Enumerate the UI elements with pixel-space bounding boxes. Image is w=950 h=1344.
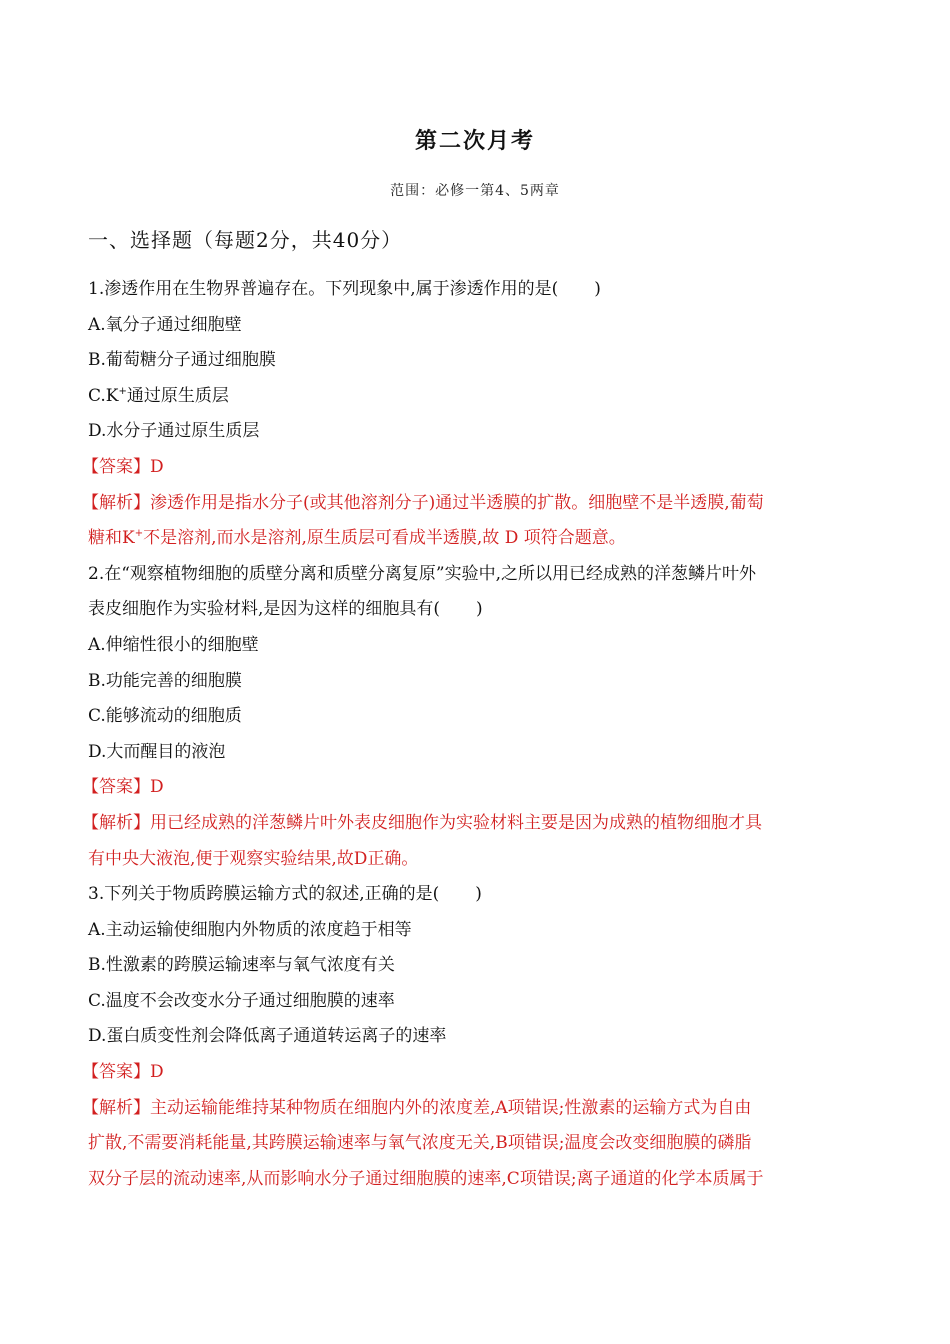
section-heading: 一、选择题（每题2分，共40分）	[88, 228, 403, 252]
question-2-analysis-line-2: 有中央大液泡,便于观察实验结果,故D正确。	[88, 848, 419, 869]
question-1-answer-value: D	[150, 456, 164, 477]
question-3-stem-end: )	[475, 884, 482, 905]
question-3-analysis-line-3: 双分子层的流动速率,从而影响水分子通过细胞膜的速率,C项错误;离子通道的化学本质属于	[88, 1168, 764, 1189]
question-1-option-b: B.葡萄糖分子通过细胞膜	[88, 350, 276, 371]
question-1-option-d: D.水分子通过原生质层	[88, 421, 260, 442]
question-1-option-c-pre: C.K	[88, 385, 119, 406]
question-2-stem-text: 表皮细胞作为实验材料,是因为这样的细胞具有(	[88, 599, 441, 620]
question-2-answer-value: D	[150, 777, 164, 798]
question-3-stem-text: 3.下列关于物质跨膜运输方式的叙述,正确的是(	[88, 884, 440, 905]
question-2-analysis-line-1	[82, 806, 868, 842]
question-3-option-a: A.主动运输使细胞内外物质的浓度趋于相等	[88, 919, 412, 940]
question-3-answer-label: 【答案】	[82, 1062, 150, 1083]
question-2-option-d: D.大而醒目的液泡	[88, 741, 226, 762]
question-1-option-c-sup: +	[118, 385, 127, 397]
question-3-option-c: C.温度不会改变水分子通过细胞膜的速率	[88, 990, 395, 1011]
question-2-option-b: B.功能完善的细胞膜	[88, 670, 242, 691]
question-1-analysis-sup: +	[134, 528, 144, 540]
question-1-answer-label: 【答案】	[82, 456, 150, 477]
question-1-answer	[82, 450, 868, 486]
question-2-analysis-text-1: 用已经成熟的洋葱鳞片叶外表皮细胞作为实验材料主要是因为成熟的植物细胞才具	[150, 812, 762, 833]
question-3-analysis-text-1: 主动运输能维持某种物质在细胞内外的浓度差,A项错误;性激素的运输方式为自由	[150, 1097, 752, 1118]
question-2-stem-line-2	[88, 592, 868, 628]
question-3-analysis-line-1	[82, 1091, 868, 1127]
question-3-option-b: B.性激素的跨膜运输速率与氧气浓度有关	[88, 955, 395, 976]
question-3-analysis-label: 【解析】	[82, 1097, 150, 1118]
question-1-analysis-line-2	[88, 521, 868, 557]
question-1-option-a: A.氧分子通过细胞壁	[88, 314, 242, 335]
page-title: 第二次月考	[414, 129, 535, 154]
question-1-option-c	[88, 379, 868, 415]
question-1-analysis-label: 【解析】	[82, 492, 150, 513]
question-3-stem	[88, 877, 868, 913]
question-2-option-c: C.能够流动的细胞质	[88, 706, 242, 727]
question-3-answer	[82, 1055, 868, 1091]
question-1-stem-end: )	[594, 279, 601, 299]
question-list	[82, 272, 868, 1197]
page-subtitle: 范围：必修一第4、5两章	[390, 183, 560, 199]
question-1-analysis-text-1: 渗透作用是指水分子(或其他溶剂分子)通过半透膜的扩散。细胞壁不是半透膜,葡萄	[150, 492, 764, 513]
question-3-analysis-line-2: 扩散,不需要消耗能量,其跨膜运输速率与氧气浓度无关,B项错误;温度会改变细胞膜的磷脂	[88, 1133, 752, 1154]
question-1-stem	[88, 272, 868, 308]
question-1-analysis-text-2-pre: 糖和K	[88, 528, 135, 549]
question-2-analysis-label: 【解析】	[82, 812, 150, 833]
question-2-stem-end: )	[476, 599, 483, 620]
question-3-option-d: D.蛋白质变性剂会降低离子通道转运离子的速率	[88, 1026, 447, 1047]
question-1-option-c-post: 通过原生质层	[126, 385, 229, 406]
question-2-answer-label: 【答案】	[82, 777, 150, 798]
question-1-stem-text: 1.渗透作用在生物界普遍存在。下列现象中,属于渗透作用的是(	[88, 279, 559, 299]
question-2-answer	[82, 770, 868, 806]
question-3-answer-value: D	[150, 1062, 164, 1083]
question-2-stem-line-1: 2.在“观察植物细胞的质壁分离和质壁分离复原”实验中,之所以用已经成熟的洋葱鳞片叶外	[88, 563, 757, 584]
question-1-analysis-text-2-post: 不是溶剂,而水是溶剂,原生质层可看成半透膜,故 D 项符合题意。	[143, 528, 626, 549]
question-2-option-a: A.伸缩性很小的细胞壁	[88, 634, 259, 655]
question-1-analysis-line-1	[82, 486, 868, 522]
